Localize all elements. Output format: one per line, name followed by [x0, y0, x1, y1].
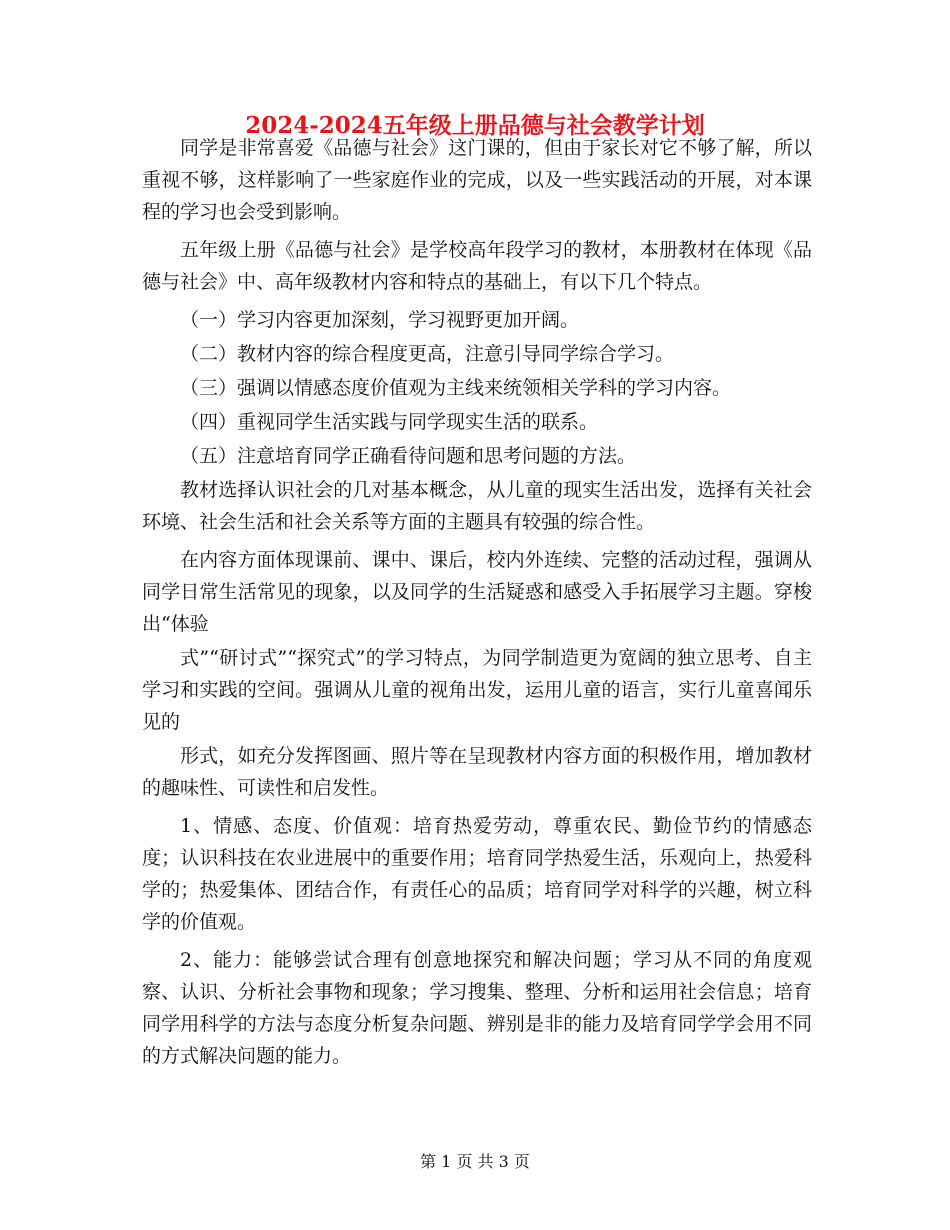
paragraph-content-c: 形式，如充分发挥图画、照片等在呈现教材内容方面的积极作用，增加教材的趣味性、可读性和启发性。 [142, 745, 812, 799]
paragraph-intro: 同学是非常喜爱《品德与社会》这门课的，但由于家长对它不够了解，所以重视不够，这样影响了一些家庭作业的完成，以及一些实践活动的开展，对本课程的学习也会受到影响。 [142, 137, 812, 223]
paragraph-textbook-overview: 五年级上册《品德与社会》是学校高年段学习的教材，本册教材在体现《品德与社会》中、高年级教材内容和特点的基础上，有以下几个特点。 [142, 239, 812, 293]
paragraph-goal-ability: 2、能力：能够尝试合理有创意地探究和解决问题；学习从不同的角度观察、认识、分析社会事物和现象；学习搜集、整理、分析和运用社会信息；培育同学用科学的方法与态度分析复杂问题、辨别是非的能力及培育同学学会用不同的方式解决问题的能力。 [142, 949, 812, 1067]
feature-item-2: （二）教材内容的综合程度更高，注意引导同学综合学习。 [180, 343, 675, 365]
feature-item-1: （一）学习内容更加深刻，学习视野更加开阔。 [180, 309, 580, 331]
paragraph-concepts: 教材选择认识社会的几对基本概念，从儿童的现实生活出发，选择有关社会环境、社会生活和社会关系等方面的主题具有较强的综合性。 [142, 479, 812, 533]
feature-item-4: （四）重视同学生活实践与同学现实生活的联系。 [180, 411, 599, 433]
feature-item-3: （三）强调以情感态度价值观为主线来统领相关学科的学习内容。 [180, 377, 732, 399]
paragraph-goal-emotion: 1、情感、态度、价值观：培育热爱劳动，尊重农民、勤俭节约的情感态度；认识科技在农业进展中的重要作用；培育同学热爱生活，乐观向上，热爱科学的；热爱集体、团结合作，有责任心的品质；培育同学对科学的兴趣，树立科学的价值观。 [142, 815, 812, 933]
feature-item-5: （五）注意培育同学正确看待问题和思考问题的方法。 [180, 445, 637, 467]
paragraph-content-b: 式”“研讨式”“探究式”的学习特点，为同学制造更为宽阔的独立思考、自主学习和实践的空间。强调从儿童的视角出发，运用儿童的语言，实行儿童喜闻乐见的 [142, 647, 812, 733]
paragraph-content-a: 在内容方面体现课前、课中、课后，校内外连续、完整的活动过程，强调从同学日常生活常见的现象，以及同学的生活疑惑和感受入手拓展学习主题。穿梭出“体验 [142, 549, 812, 635]
document-title: 2024-2024五年级上册品德与社会教学计划 [245, 112, 705, 139]
document-body [142, 132, 812, 1078]
page-number-footer: 第 1 页 共 3 页 [420, 1152, 530, 1171]
